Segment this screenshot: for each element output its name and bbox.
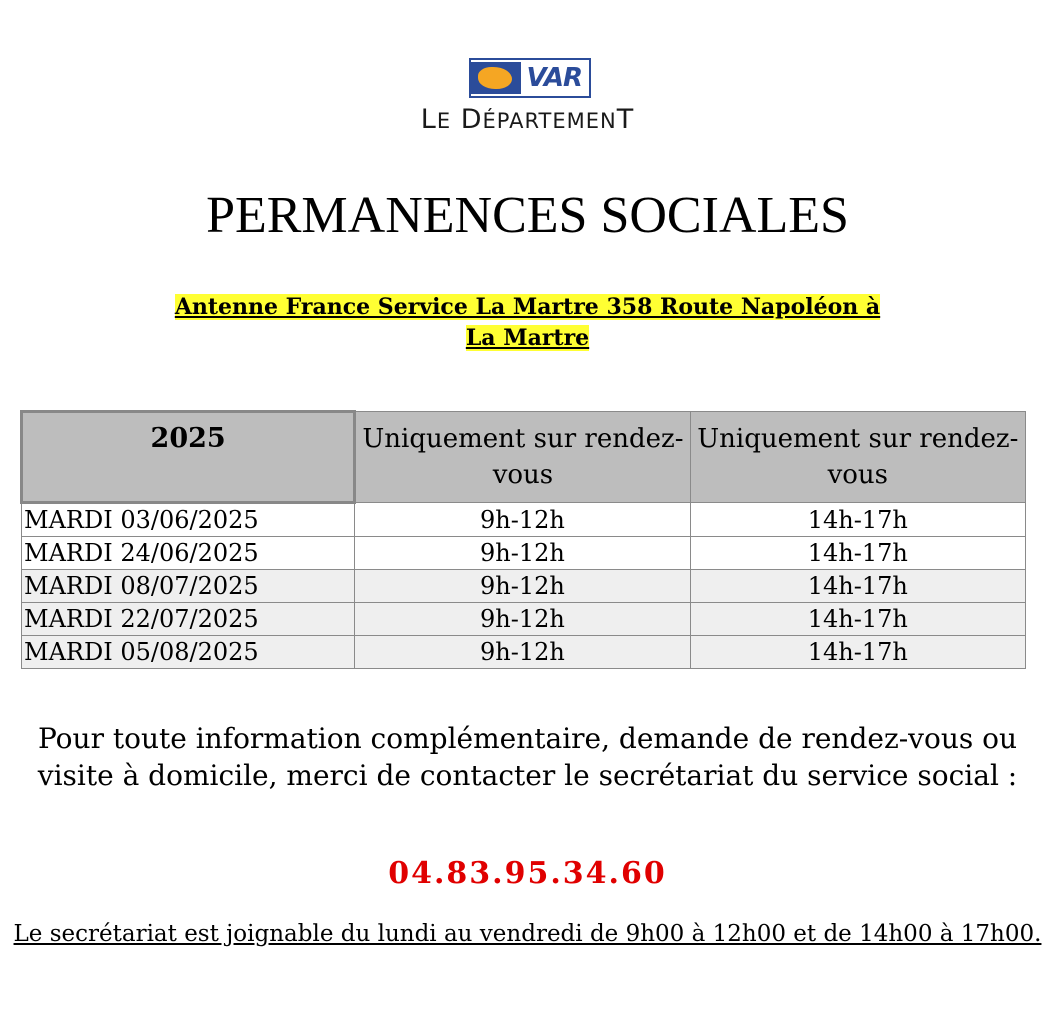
table-header-row	[22, 412, 1026, 503]
row-date: MARDI 03/06/2025	[22, 503, 355, 537]
row-date: MARDI 08/07/2025	[22, 570, 355, 603]
row-date: MARDI 22/07/2025	[22, 603, 355, 636]
table-row	[22, 636, 1026, 669]
secretariat-hours-note: Le secrétariat est joignable du lundi au vendredi de 9h00 à 12h00 et de 14h00 à 17h00.	[13, 921, 1042, 947]
row-morning: 9h-12h	[355, 603, 690, 636]
var-logo-badge	[469, 58, 591, 98]
table-row	[22, 570, 1026, 603]
var-map-icon	[471, 62, 521, 94]
location-subtitle	[80, 292, 975, 354]
logo-badge-text: VAR	[526, 63, 582, 93]
row-afternoon: 14h-17h	[690, 537, 1025, 570]
row-morning: 9h-12h	[355, 537, 690, 570]
row-afternoon: 14h-17h	[690, 603, 1025, 636]
schedule-table	[20, 410, 1026, 669]
row-afternoon: 14h-17h	[690, 570, 1025, 603]
header-year: 2025	[22, 412, 355, 503]
department-logo	[0, 58, 1055, 135]
header-morning: Uniquement sur rendez-vous	[355, 412, 690, 503]
row-afternoon: 14h-17h	[690, 636, 1025, 669]
row-morning: 9h-12h	[355, 570, 690, 603]
row-date: MARDI 05/08/2025	[22, 636, 355, 669]
phone-number[interactable]: 04.83.95.34.60	[388, 856, 667, 891]
subtitle-line-1: Antenne France Service La Martre 358 Route Napoléon à	[174, 294, 881, 320]
page-title: PERMANENCES SOCIALES	[206, 187, 849, 244]
contact-info-text: Pour toute information complémentaire, demande de rendez-vous ou visite à domicile, merci de contacter le secrétariat du service social :	[37, 722, 1018, 792]
subtitle-line-2: La Martre	[465, 325, 590, 351]
header-afternoon: Uniquement sur rendez-vous	[690, 412, 1025, 503]
table-row	[22, 503, 1026, 537]
table-row	[22, 603, 1026, 636]
row-morning: 9h-12h	[355, 503, 690, 537]
table-row	[22, 537, 1026, 570]
row-afternoon: 14h-17h	[690, 503, 1025, 537]
row-morning: 9h-12h	[355, 636, 690, 669]
logo-subtitle: LE DÉPARTEMENT	[420, 104, 635, 135]
row-date: MARDI 24/06/2025	[22, 537, 355, 570]
